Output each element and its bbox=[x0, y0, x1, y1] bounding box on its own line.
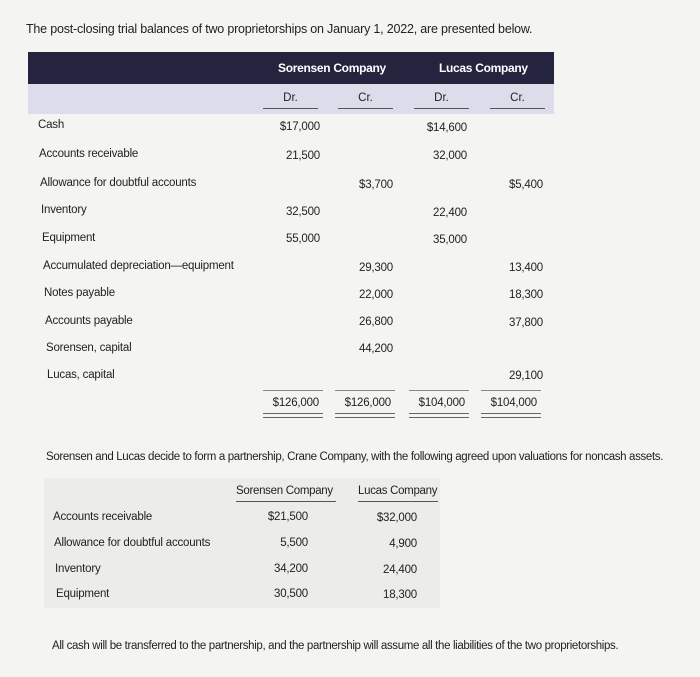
lucas-cr-value: 18,300 bbox=[509, 289, 543, 301]
sorensen-cr-double-rule bbox=[335, 413, 395, 418]
lucas-cr-total-rule bbox=[481, 390, 541, 391]
lucas-cr-value: $5,400 bbox=[509, 179, 543, 191]
lucas-cr-value: 13,400 bbox=[509, 262, 543, 274]
lucas-cr-value: 29,100 bbox=[509, 370, 543, 382]
valuation-lucas-value: $32,000 bbox=[376, 512, 417, 524]
valuation-sorensen-underline bbox=[236, 501, 336, 502]
valuation-sorensen-value: $21,500 bbox=[267, 511, 308, 523]
sorensen-cr-value: 22,000 bbox=[359, 289, 393, 301]
sorensen-cr-total-rule bbox=[335, 390, 395, 391]
valuation-sorensen-value: 5,500 bbox=[280, 537, 308, 549]
lucas-company-heading: Lucas Company bbox=[439, 61, 528, 75]
row-label: Inventory bbox=[41, 204, 87, 216]
row-label: Equipment bbox=[42, 232, 96, 244]
sorensen-dr-total: $126,000 bbox=[272, 397, 319, 409]
row-label: Lucas, capital bbox=[47, 369, 115, 381]
valuation-lucas-value: 24,400 bbox=[383, 564, 417, 576]
lucas-dr-heading: Dr. bbox=[434, 92, 449, 104]
valuation-sorensen-value: 34,200 bbox=[274, 563, 308, 575]
intro-text: The post-closing trial balances of two proprietorships on January 1, 2022, are presented below. bbox=[26, 22, 533, 36]
dr-cr-subheader bbox=[28, 84, 554, 114]
sorensen-cr-total: $126,000 bbox=[344, 397, 391, 409]
valuation-lucas-value: 4,900 bbox=[389, 538, 417, 550]
lucas-cr-value: 37,800 bbox=[509, 317, 543, 329]
lucas-dr-value: 32,000 bbox=[433, 150, 467, 162]
row-label: Accounts receivable bbox=[39, 148, 139, 160]
sorensen-cr-underline bbox=[338, 108, 393, 109]
sorensen-company-heading: Sorensen Company bbox=[278, 61, 386, 75]
sorensen-dr-value: 55,000 bbox=[286, 233, 320, 245]
sorensen-cr-value: 44,200 bbox=[359, 343, 393, 355]
lucas-dr-value: $14,600 bbox=[426, 122, 467, 134]
sorensen-dr-double-rule bbox=[263, 413, 323, 418]
lucas-dr-value: 22,400 bbox=[433, 207, 467, 219]
lucas-cr-double-rule bbox=[481, 413, 541, 418]
sorensen-dr-value: $17,000 bbox=[279, 121, 320, 133]
valuation-row-label: Inventory bbox=[55, 563, 101, 575]
sorensen-dr-total-rule bbox=[263, 390, 323, 391]
lucas-dr-total-rule bbox=[409, 390, 469, 391]
partnership-description: Sorensen and Lucas decide to form a partnership, Crane Company, with the following agreed upon valuations for noncash assets. bbox=[46, 451, 664, 463]
lucas-dr-total: $104,000 bbox=[418, 397, 465, 409]
lucas-cr-total: $104,000 bbox=[490, 397, 537, 409]
row-label: Allowance for doubtful accounts bbox=[40, 177, 197, 189]
closing-note: All cash will be transferred to the partnership, and the partnership will assume all the liabilities of the two proprietorships. bbox=[52, 640, 619, 652]
trial-balance-header bbox=[28, 52, 554, 84]
lucas-cr-underline bbox=[490, 108, 545, 109]
sorensen-cr-value: 26,800 bbox=[359, 316, 393, 328]
valuation-sorensen-value: 30,500 bbox=[274, 588, 308, 600]
sorensen-dr-heading: Dr. bbox=[283, 92, 298, 104]
row-label: Accumulated depreciation—equipment bbox=[43, 260, 234, 272]
valuation-lucas-value: 18,300 bbox=[383, 589, 417, 601]
lucas-dr-value: 35,000 bbox=[433, 234, 467, 246]
valuation-row-label: Allowance for doubtful accounts bbox=[54, 537, 211, 549]
lucas-cr-heading: Cr. bbox=[510, 92, 525, 104]
row-label: Cash bbox=[38, 119, 65, 131]
valuation-sorensen-heading: Sorensen Company bbox=[236, 485, 333, 497]
sorensen-dr-underline bbox=[263, 108, 318, 109]
valuation-row-label: Equipment bbox=[56, 588, 110, 600]
row-label: Accounts payable bbox=[45, 315, 133, 327]
valuation-row-label: Accounts receivable bbox=[53, 511, 153, 523]
valuation-lucas-heading: Lucas Company bbox=[358, 485, 438, 497]
lucas-dr-underline bbox=[414, 108, 469, 109]
sorensen-cr-heading: Cr. bbox=[358, 92, 373, 104]
sorensen-dr-value: 32,500 bbox=[286, 206, 320, 218]
sorensen-cr-value: $3,700 bbox=[359, 179, 393, 191]
sorensen-dr-value: 21,500 bbox=[286, 150, 320, 162]
row-label: Notes payable bbox=[44, 287, 115, 299]
lucas-dr-double-rule bbox=[409, 413, 469, 418]
row-label: Sorensen, capital bbox=[46, 342, 132, 354]
valuation-lucas-underline bbox=[358, 501, 438, 502]
sorensen-cr-value: 29,300 bbox=[359, 262, 393, 274]
